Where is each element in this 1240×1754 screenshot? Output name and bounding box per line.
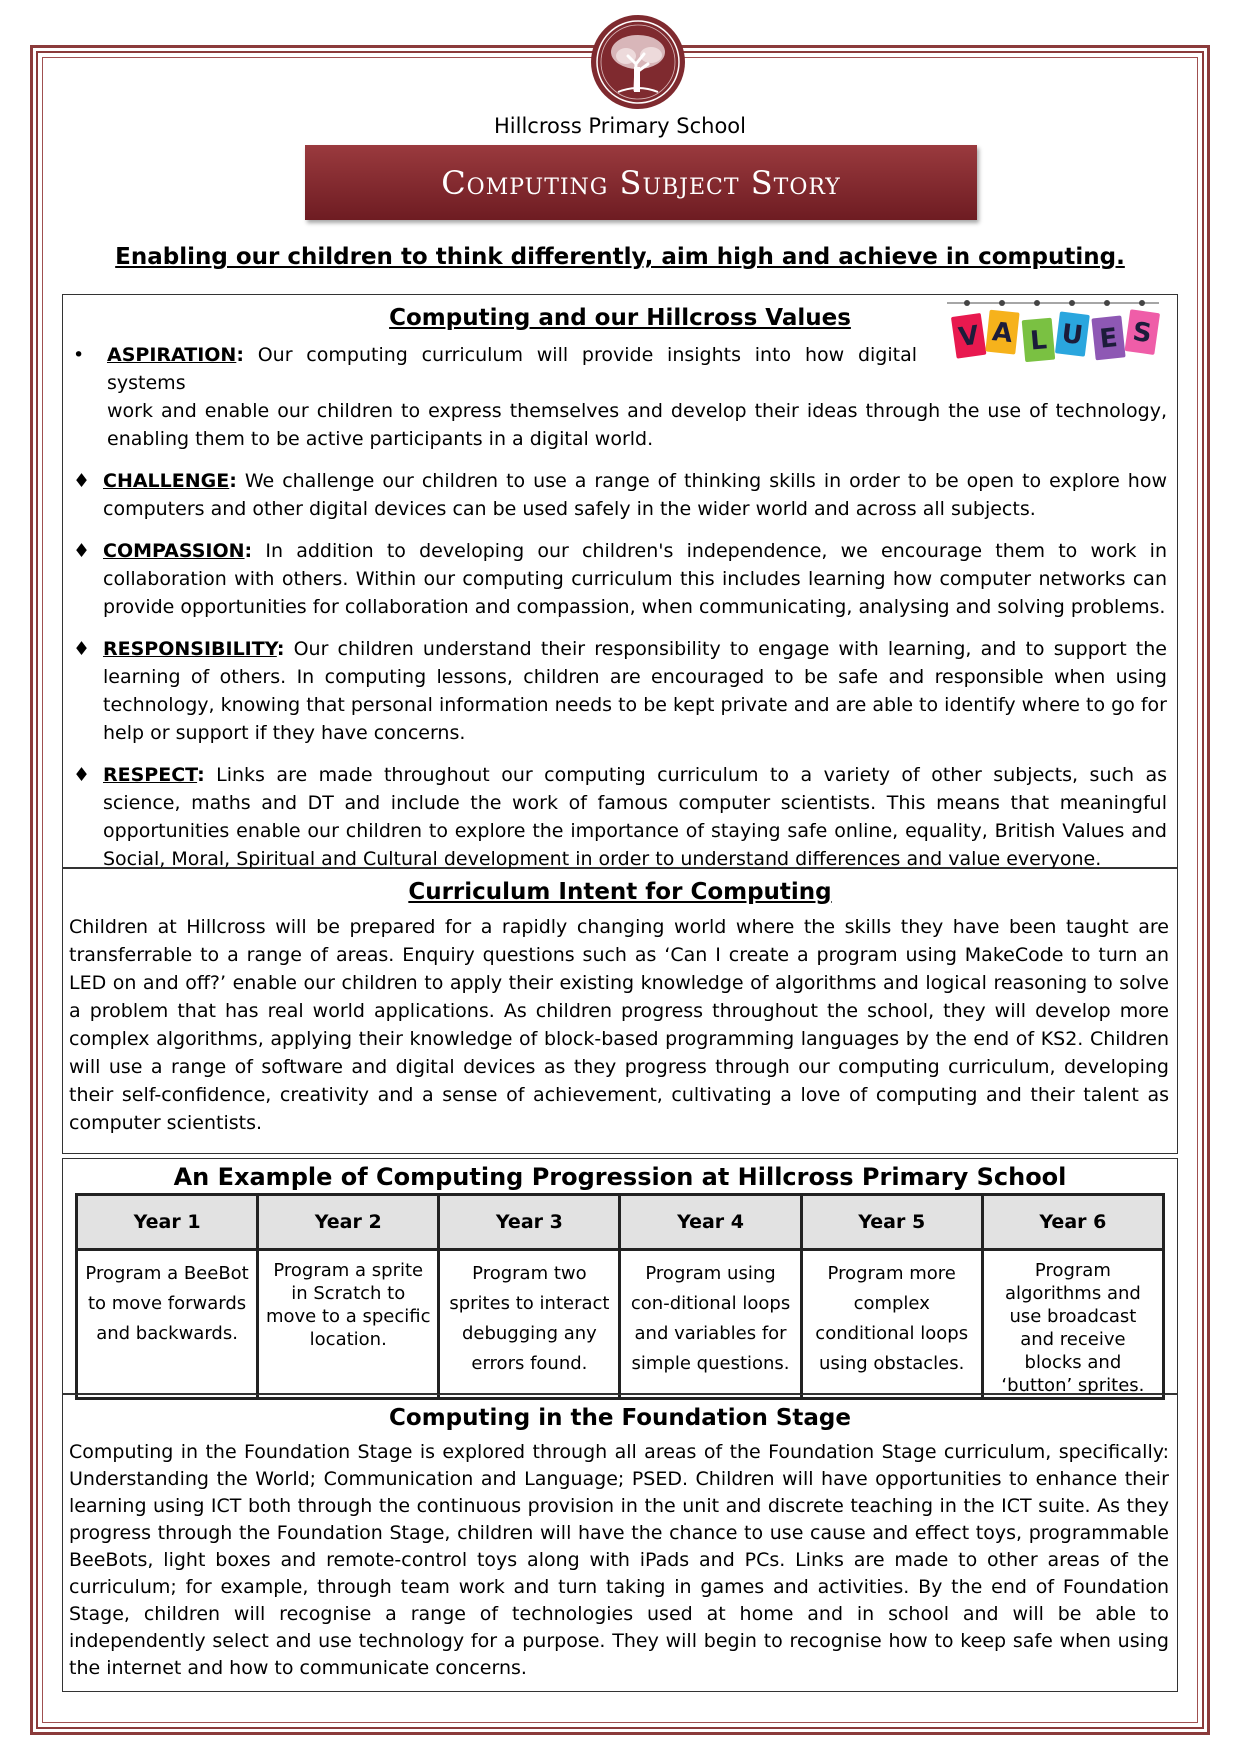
values-letter: S (1130, 316, 1154, 350)
value-key: RESPECT (103, 764, 198, 786)
intent-body: Children at Hillcross will be prepared for a rapidly changing world where the skills they have been taught are transferrable to a range of areas. Enquiry questions such as ‘Can I create a program using MakeCode to turn an LED on and off?’ enable our children to apply their existing knowledge of algorithms and logical reasoning to solve a problem that has real world applications. As children progress throughout the school, they will develop more complex algorithms, applying their knowledge of block-based programming languages by the end of KS2. Children will use a range of software and digital devices as they progress through our computing curriculum, developing their self-confidence, creativity and a sense of achievement, cultivating a love of computing and their talent as computer scientists. (69, 916, 1169, 1134)
value-text: We challenge our children to use a range of thinking skills in order to be open to explore how computers and other digital devices can be used safely in the wider world and across all subjects. (103, 470, 1167, 520)
intent-title: Curriculum Intent for Computing (408, 879, 832, 905)
values-letter: A (990, 317, 1014, 350)
tree-crest-icon (588, 12, 688, 112)
page-title-banner: Computing Subject Story (305, 145, 977, 220)
col-header-year-3: Year 3 (439, 1195, 620, 1250)
col-header-year-6: Year 6 (982, 1195, 1163, 1250)
value-item-responsibility (63, 635, 1167, 747)
value-text: In addition to developing our children's independence, we encourage them to work in collaboration with others. Within our computing curriculum this includes learning how computer networks can provide opportunities for collaboration and compassion, when communicating, analysing and solving problems. (103, 540, 1167, 618)
foundation-title: Computing in the Foundation Stage (389, 1405, 851, 1431)
value-key-sep: : (236, 344, 244, 366)
foundation-body: Computing in the Foundation Stage is explored through all areas of the Foundation Stage curriculum, specifically: Understanding the World; Communication and Language; PSED. Children will have opportunities to enhance their learning using ICT both through the continuous provision in the unit and discrete teaching in the ICT suite. As they progress through the Foundation Stage, children will have the chance to use cause and effect toys, programmable BeeBots, light boxes and remote-control toys along with iPads and PCs. Links are made to other areas of the curriculum; for example, through team work and turn taking in games and activities. By the end of Foundation Stage, children will recognise a range of technologies used at home and in school and will be able to independently select and use technology for a purpose. They will begin to recognise how to keep safe when using the internet and how to communicate concerns. (69, 1441, 1169, 1679)
value-text: Our computing curriculum will provide insights into how digital systems (107, 344, 917, 394)
values-letter: V (956, 320, 981, 354)
value-key: RESPONSIBILITY (103, 638, 277, 660)
values-list (63, 341, 1177, 873)
value-key: CHALLENGE (103, 470, 230, 492)
col-header-year-5: Year 5 (801, 1195, 982, 1250)
cell-year-6: Program algorithms and use broadcast and receive blocks and ‘button’ sprites. (982, 1250, 1163, 1399)
progression-table (75, 1193, 1165, 1400)
progression-section (62, 1158, 1178, 1394)
tagline: Enabling our children to think differently, aim high and achieve in computing. (115, 244, 1125, 270)
value-key-sep: : (276, 638, 285, 660)
value-item-challenge (63, 467, 1167, 523)
value-item-compassion (63, 537, 1167, 621)
value-text-cont: work and enable our children to express themselves and develop their ideas through the use of technology, enabling them to be active participants in a digital world. (107, 400, 1167, 450)
cell-year-2: Program a sprite in Scratch to move to a specific location. (258, 1250, 439, 1399)
col-header-year-2: Year 2 (258, 1195, 439, 1250)
value-key-sep: : (197, 764, 205, 786)
values-letter: E (1098, 323, 1120, 355)
progression-title: An Example of Computing Progression at Hillcross Primary School (173, 1163, 1067, 1191)
cell-year-3: Program two sprites to interact debugging any errors found. (439, 1250, 620, 1399)
table-row (77, 1250, 1164, 1399)
value-key-sep: : (244, 540, 253, 562)
value-text: Our children understand their responsibility to engage with learning, and to support the learning of others. In computing lessons, children are encouraged to be safe and responsible when using technology, knowing that personal information needs to be kept private and are able to identify where to go for help or support if they have concerns. (103, 638, 1167, 744)
value-item-aspiration (63, 341, 1167, 453)
diamond-bullet-icon: ♦ (73, 638, 91, 660)
value-key-sep: : (229, 470, 237, 492)
bullet-icon: • (73, 344, 85, 366)
values-title: Computing and our Hillcross Values (389, 305, 851, 331)
value-key: COMPASSION (103, 540, 245, 562)
intent-section (62, 868, 1178, 1154)
school-name: Hillcross Primary School (494, 114, 746, 138)
cell-year-1: Program a BeeBot to move forwards and backwards. (77, 1250, 258, 1399)
col-header-year-4: Year 4 (620, 1195, 801, 1250)
diamond-bullet-icon: ♦ (73, 764, 91, 786)
value-text: Links are made throughout our computing curriculum to a variety of other subjects, such as science, maths and DT and include the work of famous computer scientists. This means that meaningful opportunities enable our children to explore the importance of staying safe online, equality, British Values and Social, Moral, Spiritual and Cultural development in order to understand differences and value everyone. (103, 764, 1167, 870)
diamond-bullet-icon: ♦ (73, 540, 91, 562)
diamond-bullet-icon: ♦ (73, 470, 91, 492)
values-section (62, 294, 1178, 868)
cell-year-5: Program more complex conditional loops using obstacles. (801, 1250, 982, 1399)
value-item-respect (63, 761, 1167, 873)
value-key: ASPIRATION (107, 344, 237, 366)
foundation-section (62, 1394, 1178, 1692)
cell-year-4: Program using con-ditional loops and variables for simple questions. (620, 1250, 801, 1399)
values-letter: U (1059, 318, 1085, 352)
values-letter: L (1028, 325, 1049, 357)
col-header-year-1: Year 1 (77, 1195, 258, 1250)
